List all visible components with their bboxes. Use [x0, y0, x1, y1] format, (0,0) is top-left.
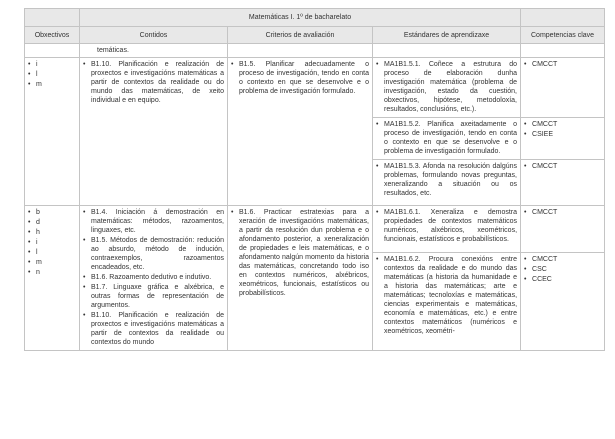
competence-item: • CSC — [524, 265, 601, 274]
objective-item: • h — [28, 228, 76, 237]
table-title-row — [25, 9, 605, 27]
criterion-item: • B1.5. Planificar adecuadamente o proceso de investigación, tendo en conta o contexto en que se desenvolve e o problema de investigación formulado. — [231, 60, 369, 96]
objective-item: • l — [28, 248, 76, 257]
header-criteria: Criterios de avaliación — [228, 27, 373, 44]
header-contents: Contidos — [80, 27, 228, 44]
objective-item: • i — [28, 60, 76, 69]
block2-standard-2 — [373, 253, 521, 351]
objective-item: • d — [28, 218, 76, 227]
competence-item: • CMCCT — [524, 208, 601, 217]
table-title: Matemáticas I. 1º de bacharelato — [80, 9, 521, 27]
block1-objectives — [25, 58, 80, 206]
content-item: • B1.4. Iniciación á demostración en matemáticas: métodos, razoamentos, linguaxes, etc. — [83, 208, 224, 235]
objective-item: • i — [28, 238, 76, 247]
block2-standard-1 — [373, 206, 521, 253]
header-objectives: Obxectivos — [25, 27, 80, 44]
content-item: • B1.5. Métodos de demostración: redución ao absurdo, método de indución, contraexemplos, razoamentos encadeados, etc. — [83, 236, 224, 272]
title-blank-left — [25, 9, 80, 27]
standard-item: • MA1B1.6.1. Xeneraliza e demostra propiedades de contextos matemáticos numéricos, alxébricos, xeométricos, funcionais, estatísticos e probabilísticos. — [376, 208, 517, 244]
block1-competences-2 — [521, 118, 605, 160]
table-row — [25, 206, 605, 253]
content-item: • B1.7. Linguaxe gráfica e alxébrica, e outras formas de representación de argumentos. — [83, 283, 224, 310]
block1-contents — [80, 58, 228, 206]
standard-item: • MA1B1.6.2. Procura conexións entre contextos da realidade e do mundo das matemáticas (a historia da humanidade e a historia das matemáticas; arte e matemáticas; tecnoloxías e matemáticas, ciencias experimentais e matemáticas, economía e matemáticas, etc.) e entre contextos matemáticos (numéricos e xeométricos, xeométri- — [376, 255, 517, 336]
content-item: • B1.10. Planificación e realización de proxectos e investigacións matemáticas a partir de contextos da realidade ou do mundo das matemáticas, de xeito individual e en equipo. — [83, 60, 224, 105]
block1-criteria — [228, 58, 373, 206]
block2-competences-2 — [521, 253, 605, 351]
continuation-objectives — [25, 44, 80, 58]
standard-item: • MA1B1.5.2. Planifica axeitadamente o proceso de investigación, tendo en conta o contexto en que se desenvolve e o problema de investigación formulado. — [376, 120, 517, 156]
competence-item: • CCEC — [524, 275, 601, 284]
criterion-item: • B1.6. Practicar estratexias para a xeración de investigacións matemáticas, a partir da resolución dun problema e o afondamento posterior, a xeneralización de propiedades e leis matemáticas, e o afondamento nalgún momento da historia das matemáticas, concretando todo iso en contextos numéricos, alxébricos, xeométricos, funcionais, estatísticos ou probabilísticos. — [231, 208, 369, 298]
standard-item: • MA1B1.5.3. Afonda na resolución dalgúns problemas, formulando novas preguntas, xeneralizando a situación ou os resultados, etc. — [376, 162, 517, 198]
curriculum-table — [24, 8, 605, 351]
continuation-contents — [80, 44, 228, 58]
objective-item: • n — [28, 268, 76, 277]
objective-item: • m — [28, 80, 76, 89]
objective-item: • b — [28, 208, 76, 217]
block2-contents — [80, 206, 228, 351]
block1-competences-1 — [521, 58, 605, 118]
block1-standard-1 — [373, 58, 521, 118]
block1-standard-2 — [373, 118, 521, 160]
content-item: • B1.10. Planificación e realización de proxectos e investigacións matemáticas a partir de contextos da realidade ou contextos do mundo — [83, 311, 224, 347]
objective-item: • l — [28, 70, 76, 79]
block2-objectives — [25, 206, 80, 351]
title-blank-right — [521, 9, 605, 27]
competence-item: • CMCCT — [524, 120, 601, 129]
table-header-row — [25, 27, 605, 44]
continuation-criteria — [228, 44, 373, 58]
continuation-row — [25, 44, 605, 58]
table-row — [25, 58, 605, 118]
continuation-competences — [521, 44, 605, 58]
competence-item: • CMCCT — [524, 60, 601, 69]
block2-criteria — [228, 206, 373, 351]
competence-item: • CMCCT — [524, 255, 601, 264]
continuation-standards — [373, 44, 521, 58]
objective-item: • m — [28, 258, 76, 267]
competence-item: • CMCCT — [524, 162, 601, 171]
competence-item: • CSIEE — [524, 130, 601, 139]
header-standards: Estándares de aprendizaxe — [373, 27, 521, 44]
block2-competences-1 — [521, 206, 605, 253]
continued-text: temáticas. — [97, 47, 129, 54]
block1-standard-3 — [373, 160, 521, 206]
header-competences: Competencias clave — [521, 27, 605, 44]
block1-competences-3 — [521, 160, 605, 206]
standard-item: • MA1B1.5.1. Coñece a estrutura do proceso de elaboración dunha investigación matemática (problema de investigación, estado da cuestión, obxectivos, hipótese, metodoloxía, resultados, conclusións, etc.). — [376, 60, 517, 114]
content-item: • B1.6. Razoamento dedutivo e indutivo. — [83, 273, 224, 282]
